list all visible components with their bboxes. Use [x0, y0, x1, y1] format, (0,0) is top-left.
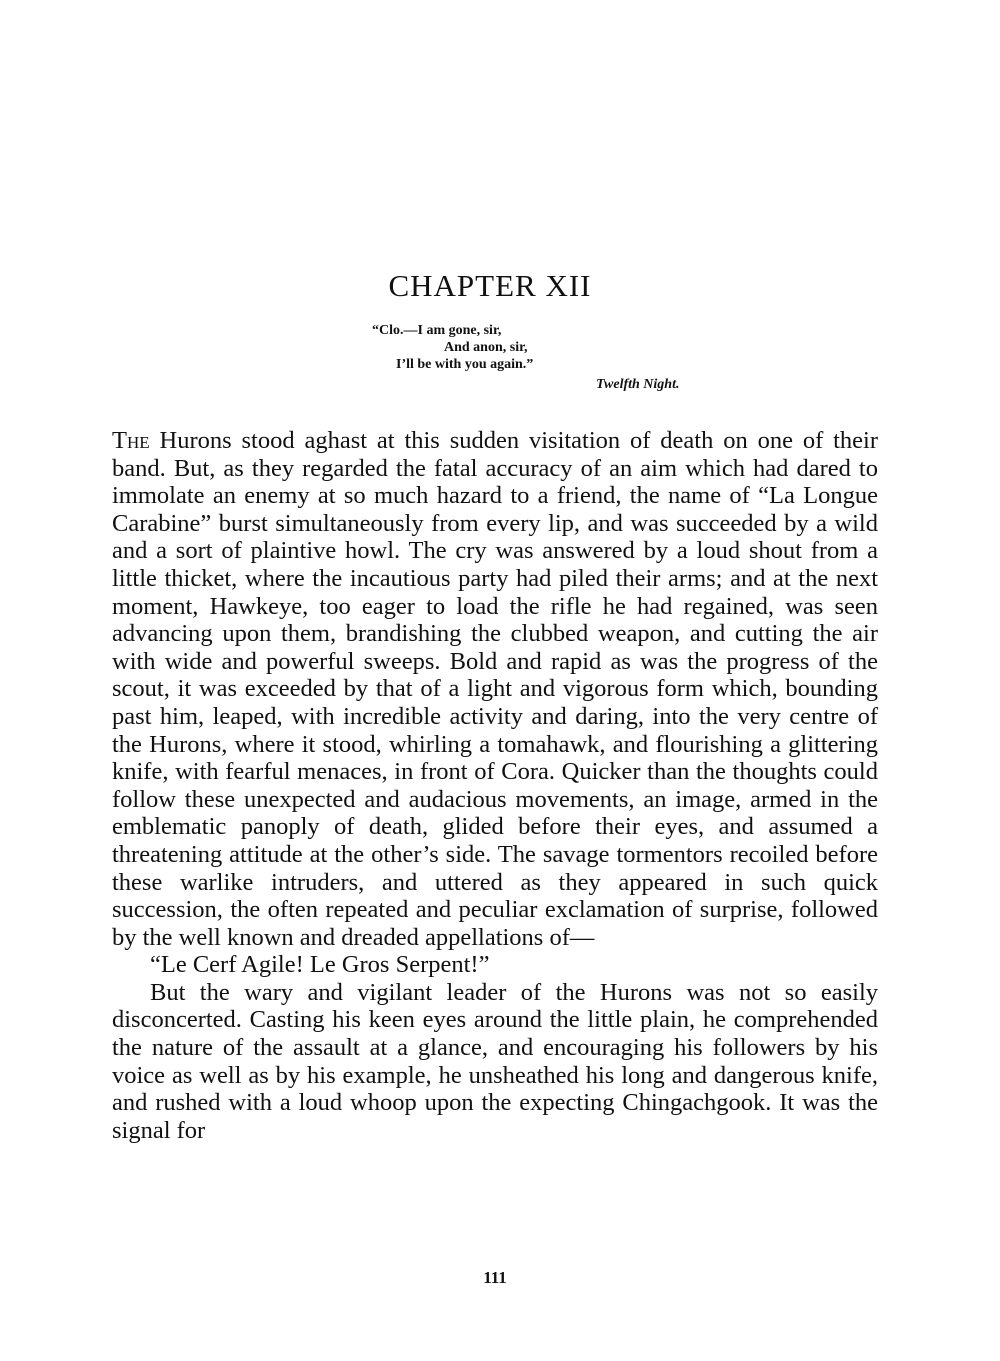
page-number: 111	[483, 1268, 507, 1287]
paragraph-3: But the wary and vigilant leader of the Hurons was not so easily disconcerted. Casting his keen eyes around the little plain, he comprehended the nature of the assault at a glance, and encouraging his followers by his voice as well as by his example, he unsheathed his long and dangerous knife, and rushed with a loud whoop upon the expecting Chingachgook. It was the signal for	[112, 978, 878, 1144]
epigraph-line-2: And anon, sir,	[444, 340, 528, 355]
epigraph-source: Twelfth Night.	[596, 377, 680, 392]
paragraph-1-lead: The	[112, 427, 150, 454]
epigraph-line-3: I’ll be with you again.”	[396, 357, 534, 372]
paragraph-1	[112, 427, 878, 951]
paragraph-1-text: Hurons stood aghast at this sudden visitation of death on one of their band. But, as they regarded the fatal accuracy of an aim which had dared to immolate an enemy at so much hazard to a friend, the name of “La Longue Carabine” burst simultaneously from every lip, and was succeeded by a wild and a sort of plaintive howl. The cry was answered by a loud shout from a little thicket, where the incautious party had piled their arms; and at the next moment, Hawkeye, too eager to load the rifle he had regained, was seen advancing upon them, brandishing the clubbed weapon, and cutting the air with wide and powerful sweeps. Bold and rapid as was the progress of the scout, it was exceeded by that of a light and vigorous form which, bounding past him, leaped, with incredible activity and daring, into the very centre of the Hurons, where it stood, whirling a tomahawk, and flourishing a glittering knife, with fearful menaces, in front of Cora. Quicker than the thoughts could follow these unexpected and audacious movements, an image, armed in the emblematic panoply of death, glided before their eyes, and assumed a threatening attitude at the other’s side. The savage tormentors recoiled before these warlike intruders, and uttered as they appeared in such quick succession, the often repeated and peculiar exclamation of surprise, followed by the well known and dreaded appellations of—	[112, 427, 878, 951]
paragraph-2: “Le Cerf Agile! Le Gros Serpent!”	[150, 951, 490, 979]
epigraph-line-1: “Clo.—I am gone, sir,	[372, 323, 502, 338]
chapter-body	[112, 427, 878, 1144]
chapter-title: CHAPTER XII	[388, 268, 592, 303]
